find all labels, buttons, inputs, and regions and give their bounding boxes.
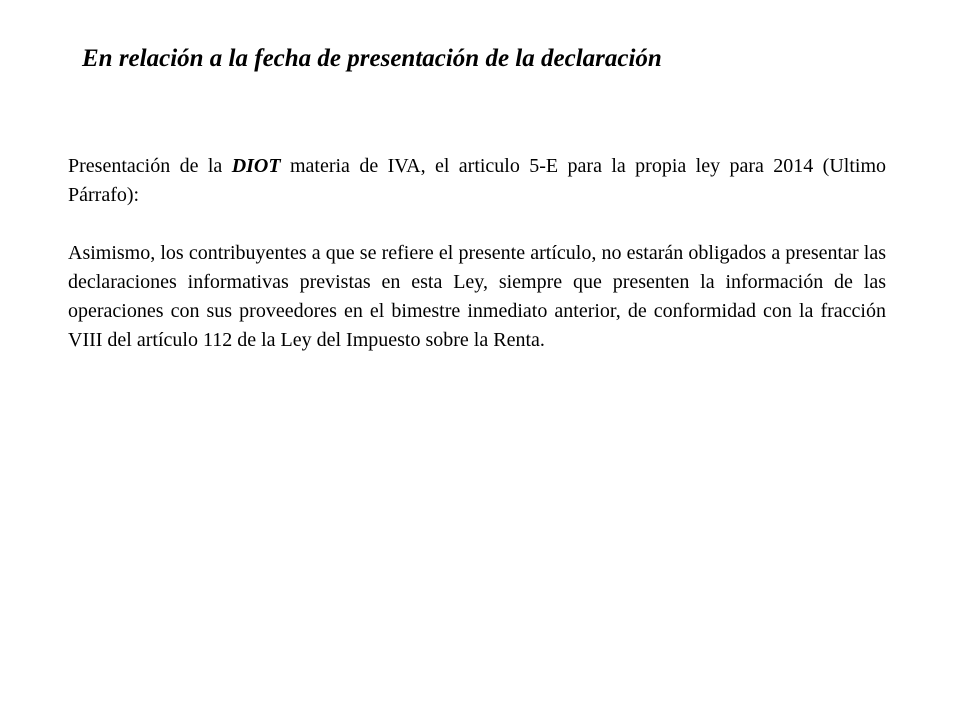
diot-emphasis: DIOT (231, 155, 281, 177)
quote-paragraph: Asimismo, los contribuyentes a que se refiere el presente artículo, no estarán obligados a presentar las declaraciones informativas previstas en esta Ley, siempre que presenten la información de las operaciones con sus proveedores en el bimestre inmediato anterior, de conformidad con la fracción VIII del artículo 112 de la Ley del Impuesto sobre la Renta. (68, 242, 886, 351)
slide-body (68, 152, 886, 355)
intro-text-end: materia de IVA, el articulo 5-E para la propia ley para 2014 (Ultimo Párrafo): (68, 155, 887, 206)
slide-title: En relación a la fecha de presentación de la declaración (82, 45, 662, 72)
intro-paragraph (68, 152, 886, 210)
intro-text-start: Presentación de la (68, 155, 232, 177)
